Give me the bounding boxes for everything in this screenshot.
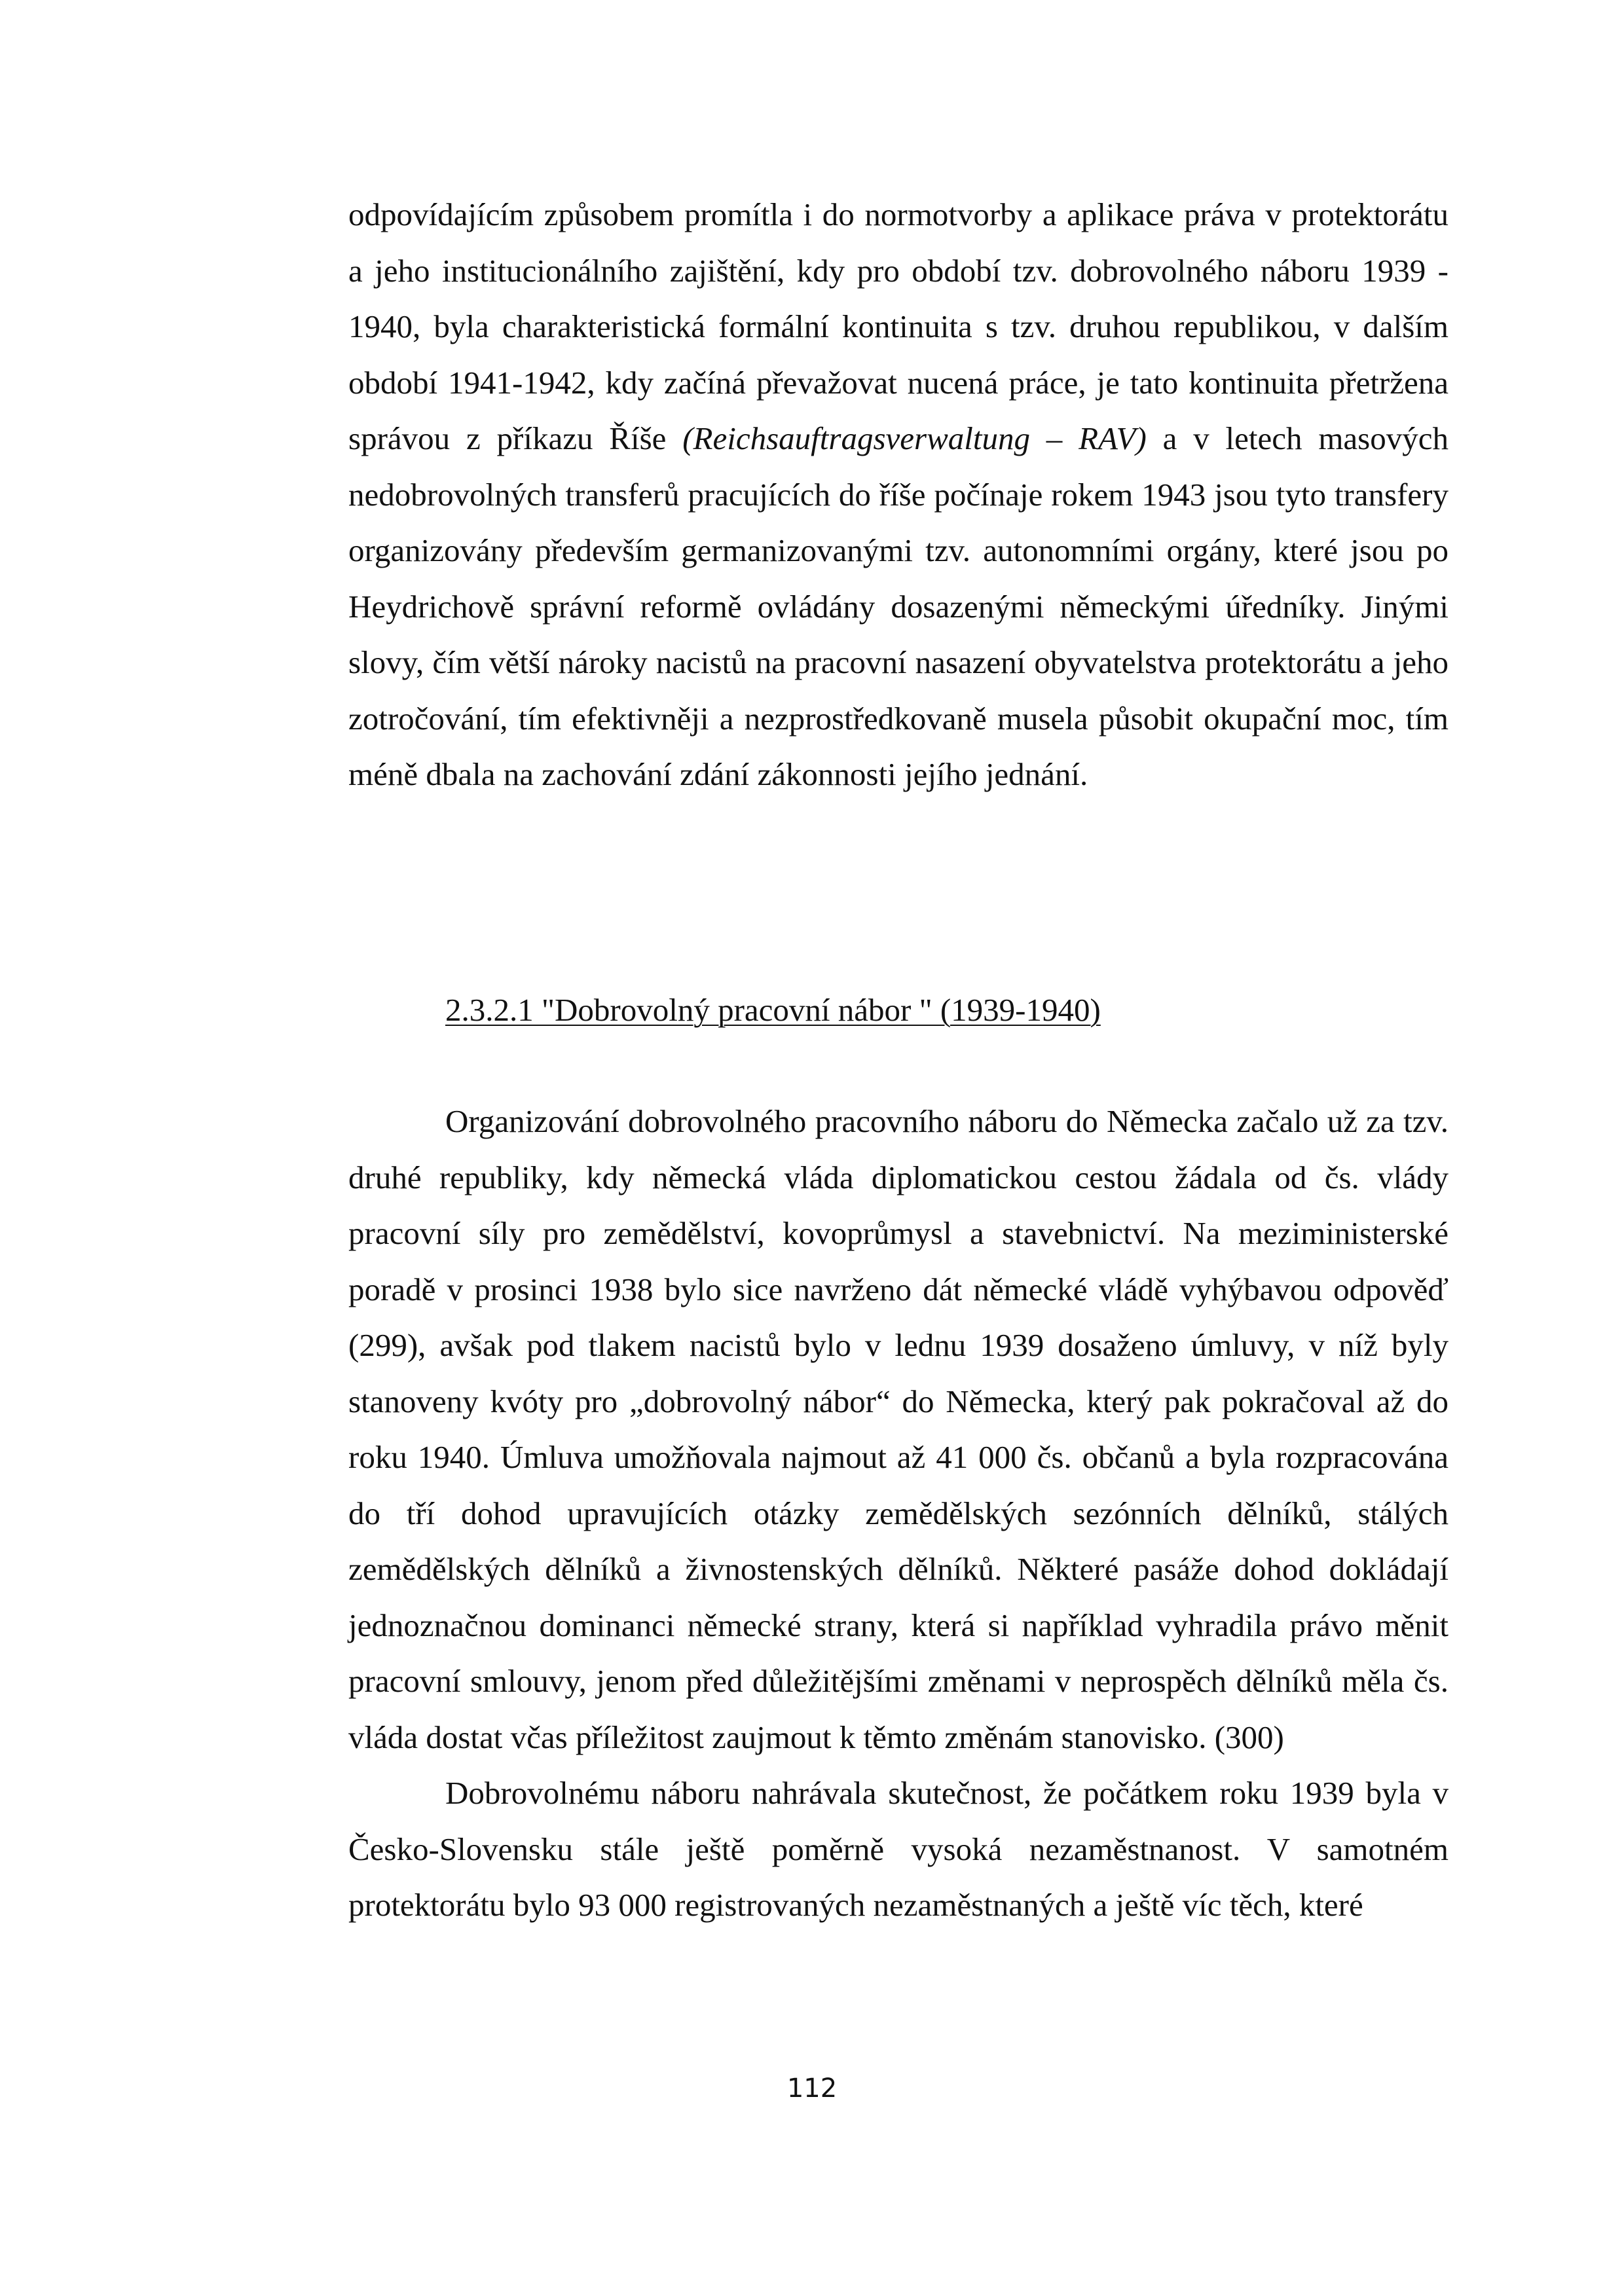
page-number: 112	[786, 2073, 838, 2104]
paragraph	[348, 187, 1449, 803]
section-body	[348, 1093, 1449, 1933]
section-heading: 2.3.2.1 "Dobrovolný pracovní nábor " (1939-1940)	[445, 992, 1101, 1028]
text-run: odpovídajícím způsobem promítla i do normotvorby a aplikace práva v protektorátu a jeho institucionálního zajištění, kdy pro období tzv. dobrovolného náboru 1939 - 1940, byla charakteristická formální kontinuita s tzv. druhou republikou, v dalším období 1941-1942, kdy začíná převažovat nucená práce, je tato kontinuita přetržena správou z příkazu Říše	[348, 196, 1449, 456]
paragraph-intro	[348, 187, 1449, 803]
text-run-italic: (Reichsauftragsverwaltung – RAV)	[682, 420, 1147, 456]
text-run: a v letech masových nedobrovolných transferů pracujících do říše počínaje rokem 1943 jsou tyto transfery organizovány především germanizovanými tzv. autonomními orgány, které jsou po Heydrichově správní reformě ovládány dosazenými německými úředníky. Jinými slovy, čím větší nároky nacistů na pracovní nasazení obyvatelstva protektorátu a jeho zotročování, tím efektivněji a nezprostředkovaně musela působit okupační moc, tím méně dbala na zachování zdání zákonnosti jejího jednání.	[348, 420, 1449, 792]
paragraph: Organizování dobrovolného pracovního náboru do Německa začalo už za tzv. druhé republiky, kdy německá vláda diplomatickou cestou žádala od čs. vlády pracovní síly pro zemědělství, kovoprůmysl a stavebnictví. Na meziministerské poradě v prosinci 1938 bylo sice navrženo dát německé vládě vyhýbavou odpověď (299), avšak pod tlakem nacistů bylo v lednu 1939 dosaženo úmluvy, v níž byly stanoveny kvóty pro „dobrovolný nábor“ do Německa, který pak pokračoval až do roku 1940. Úmluva umožňovala najmout až 41 000 čs. občanů a byla rozpracována do tří dohod upravujících otázky zemědělských sezónních dělníků, stálých zemědělských dělníků a živnostenských dělníků. Některé pasáže dohod dokládají jednoznačnou dominanci německé strany, která si například vyhradila právo měnit pracovní smlouvy, jenom před důležitějšími změnami v neprospěch dělníků měla čs. vláda dostat včas příležitost zaujmout k těmto změnám stanovisko. (300)	[348, 1103, 1449, 1755]
paragraph: Dobrovolnému náboru nahrávala skutečnost, že počátkem roku 1939 byla v Česko-Slovensku stále ještě poměrně vysoká nezaměstnanost. V samotném protektorátu bylo 93 000 registrovaných nezaměstnaných a ještě víc těch, které	[348, 1775, 1449, 1923]
